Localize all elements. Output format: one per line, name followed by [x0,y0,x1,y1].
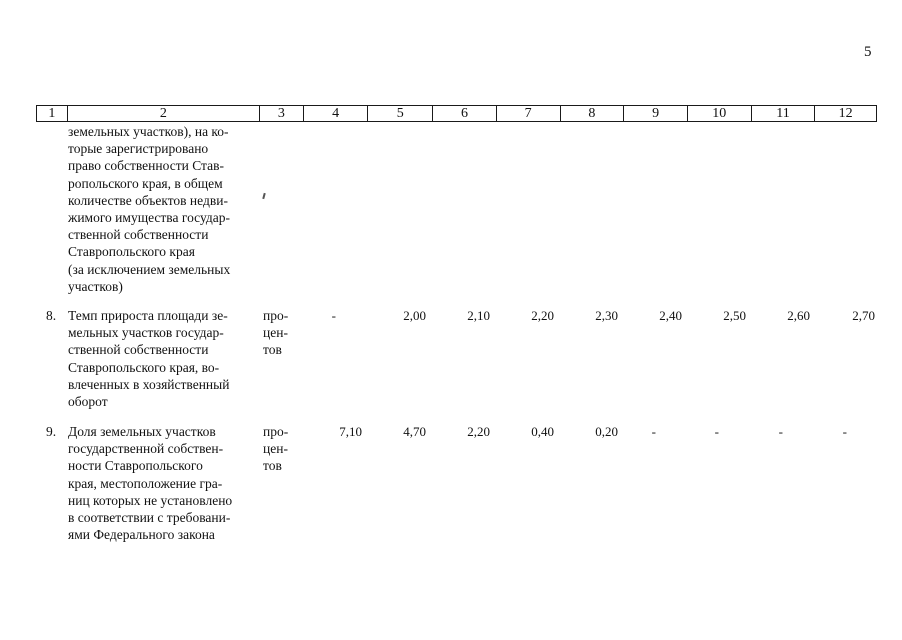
row-9-col-10-value: - [714,424,719,439]
row-9-description: Доля земельных участков государственной собствен- ности Ставропольского края, местоположение гра- ниц которых не установлено в соответствии с требовани- ями Федерального закона [68,424,233,543]
row-8-unit: про- цен- тов [263,308,289,358]
header-col-5: 5 [367,106,432,121]
page-number: 5 [864,44,872,60]
row-9-col-7-value: 0,40 [531,424,554,439]
row-8-col-8-value: 2,30 [595,308,618,323]
header-col-3: 3 [259,106,303,121]
header-col-4: 4 [303,106,368,121]
table-header-row [36,105,877,122]
header-col-11: 11 [751,106,815,121]
row-9-col-11-value: - [778,424,783,439]
row-9-col-6-value: 2,20 [467,424,490,439]
header-col-7: 7 [496,106,560,121]
row-9-col-8-value: 0,20 [595,424,618,439]
row-8-col-9-value: 2,40 [659,308,682,323]
row-9-unit: про- цен- тов [263,424,289,474]
row-8-col-7-value: 2,20 [531,308,554,323]
row-8-number: 8. [46,308,57,323]
row-8-col-11-value: 2,60 [787,308,810,323]
header-col-9: 9 [623,106,687,121]
row-9-col-9-value: - [651,424,656,439]
header-col-8: 8 [560,106,624,121]
header-col-6: 6 [432,106,496,121]
row-8-col-5-value: 2,00 [403,308,426,323]
row-9-number: 9. [46,424,57,439]
scan-mark [262,193,265,199]
row-9-col-5-value: 4,70 [403,424,426,439]
header-col-2: 2 [67,106,259,121]
header-col-10: 10 [687,106,751,121]
row-8-col-4-value: - [331,308,336,323]
row-9-col-12-value: - [842,424,847,439]
row-8-col-6-value: 2,10 [467,308,490,323]
row-8-description: Темп прироста площади зе- мельных участков государ- ственной собственности Ставропольского края, во- влеченных в хозяйственный оборот [68,308,230,410]
row-continuation-description: земельных участков), на ко- торые зарегистрировано право собственности Став- ропольского края, в общем количестве объектов недви- жимого имущества государ- ственной собственности Ставропольского края (за исключением земельных участков) [68,124,231,294]
header-col-1: 1 [48,106,56,121]
row-8-col-10-value: 2,50 [723,308,746,323]
row-9-col-4-value: 7,10 [339,424,362,439]
header-col-12: 12 [814,106,876,121]
row-8-col-12-value: 2,70 [852,308,875,323]
